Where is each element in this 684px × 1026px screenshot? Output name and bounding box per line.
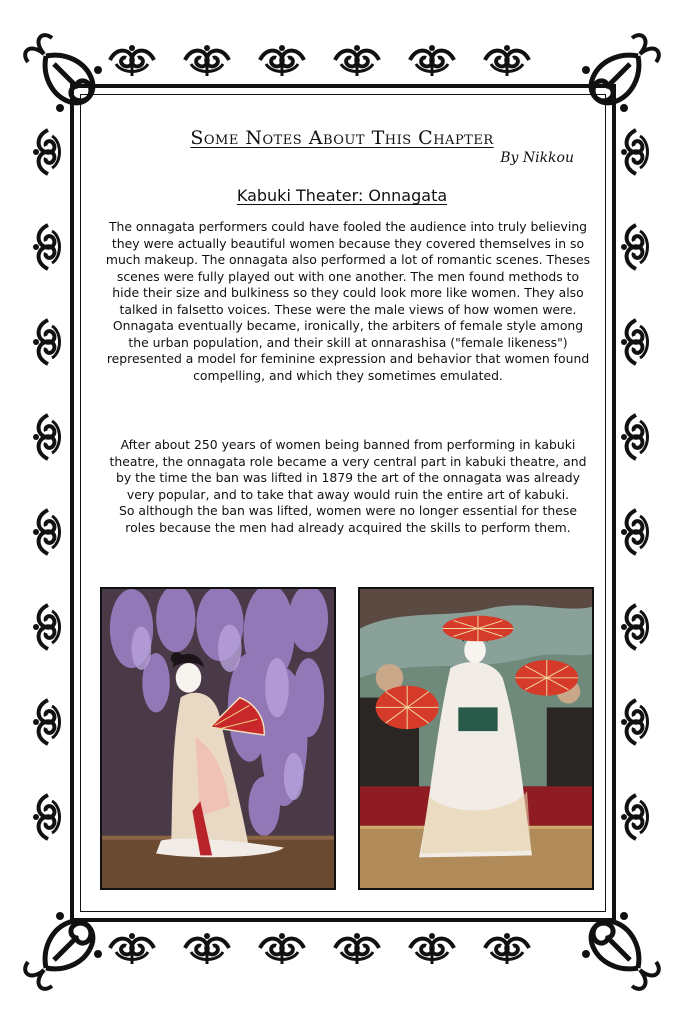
- paragraph-ban-history-part-1: After about 250 years of women being banned from performing in kabuki theatre, the onnagata role became a very central part in kabuki theatre, and by the time the ban was lifted in 1879 the art of the onnagata was already very popular, and to take that away would ruin the entire art of kabuki.: [109, 437, 587, 502]
- photo-onnagata-wisteria: [100, 587, 336, 890]
- paragraph-onnagata-performers: The onnagata performers could have fooled the audience into truly believing they were actually beautiful women because they covered themselves in so much makeup. The onnagata also performed a lot of romantic scenes. Theses scenes were fully played out with one another. The men found methods to hide their size and bulkiness so they could look more like women. They also talked in falsetto voices. These were the male views of how women were. Onnagata eventually became, ironically, the arbiters of female style among the urban population, and their skill at onnarashisa ("female likeness") represented a model for feminine expression and behavior that women found compelling, and which they sometimes emulated.: [105, 219, 591, 383]
- paragraph-ban-history: [104, 437, 592, 536]
- section-subtitle: Kabuki Theater: Onnagata: [236, 186, 448, 205]
- photo-onnagata-umbrellas: [358, 587, 594, 890]
- paragraph-ban-history-part-2: So although the ban was lifted, women were no longer essential for these roles because the men had already acquired the skills to perform them.: [119, 503, 577, 535]
- page-title: Some Notes About This Chapter: [190, 127, 494, 149]
- author-byline: By Nikkou: [500, 150, 574, 166]
